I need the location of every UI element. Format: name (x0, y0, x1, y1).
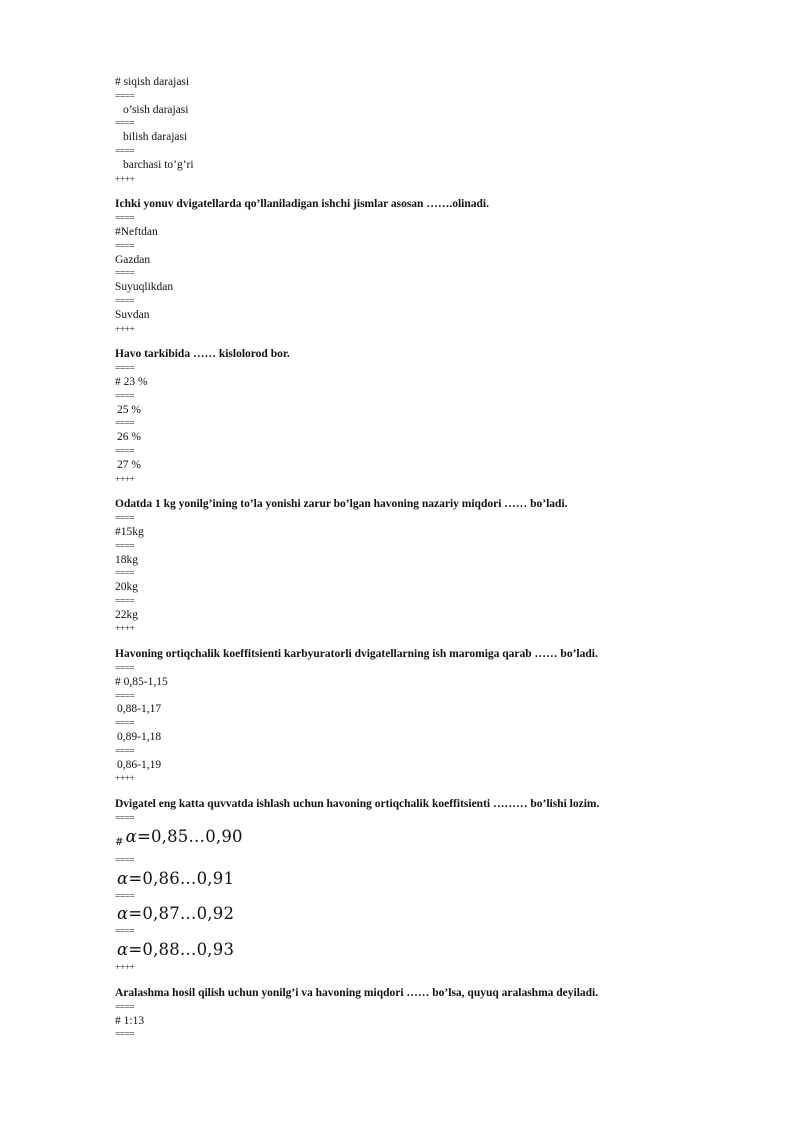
separator: ==== (115, 295, 135, 306)
option: 26 % (117, 431, 141, 444)
option: 20kg (115, 581, 138, 594)
question-block-0 (115, 76, 755, 186)
option: 22kg (115, 608, 138, 621)
option: 18kg (115, 553, 138, 566)
separator: ==== (115, 926, 135, 937)
option: bilish darajasi (123, 131, 188, 144)
separator: ==== (115, 145, 135, 156)
question-block-5 (115, 798, 755, 975)
separator: ==== (115, 690, 135, 701)
separator: ==== (115, 268, 135, 279)
end-marker: ++++ (115, 962, 135, 973)
question-text: Odatda 1 kg yonilg’ining to’la yonishi zarur bo’lgan havoning nazariy miqdori …… bo’ladi. (115, 498, 568, 511)
option-correct: # siqish darajasi (115, 76, 190, 88)
separator: ==== (115, 854, 135, 865)
option: 0,86-1,19 (117, 758, 162, 771)
alpha-symbol: α (117, 904, 129, 924)
separator: ==== (115, 363, 135, 374)
question-block-3 (115, 498, 755, 636)
separator: ==== (115, 118, 135, 129)
correct-marker: # (115, 836, 124, 848)
option-correct: #Neftdan (115, 225, 158, 238)
end-marker: ++++ (115, 623, 135, 634)
option-correct: # 0,85-1,15 (115, 675, 168, 688)
question-text: Havo tarkibida …… kislolorod bor. (115, 348, 290, 361)
formula-option-correct (115, 826, 755, 854)
separator: ==== (115, 240, 135, 251)
separator: ==== (115, 568, 135, 579)
separator: ==== (115, 213, 135, 224)
option-correct: #15kg (115, 525, 144, 538)
separator: ==== (115, 890, 135, 901)
option-correct: # 1:13 (115, 1014, 145, 1027)
formula-option (115, 939, 755, 961)
formula-value: =0,87…0,92 (128, 904, 235, 924)
option: 0,89-1,18 (117, 731, 162, 744)
separator: ==== (115, 718, 135, 729)
question-block-1 (115, 198, 755, 336)
formula-value: =0,85…0,90 (136, 826, 243, 846)
option: o’sish darajasi (123, 103, 189, 116)
question-text: Havoning ortiqchalik koeffitsienti karbyuratorli dvigatellarning ish maromiga qarab …… bo’ladi. (115, 648, 598, 661)
separator: ==== (115, 745, 135, 756)
option-correct: # 23 % (115, 375, 148, 388)
alpha-symbol: α (125, 826, 137, 846)
separator: ==== (115, 390, 135, 401)
question-block-6 (115, 987, 755, 1042)
end-marker: ++++ (115, 473, 135, 484)
separator: ==== (115, 445, 135, 456)
option: 0,88-1,17 (117, 703, 162, 716)
separator: ==== (115, 1029, 135, 1040)
formula-option (115, 903, 755, 925)
question-block-2 (115, 348, 755, 486)
option: 25 % (117, 403, 141, 416)
option: Gazdan (115, 253, 151, 266)
separator: ==== (115, 813, 135, 824)
separator: ==== (115, 540, 135, 551)
question-text: Dvigatel eng katta quvvatda ishlash uchun havoning ortiqchalik koeffitsienti ……… bo’lishi lozim. (115, 798, 600, 811)
alpha-symbol: α (117, 868, 129, 888)
document-page (115, 76, 755, 1042)
formula-option (115, 868, 755, 890)
alpha-symbol: α (117, 940, 129, 960)
question-block-4 (115, 648, 755, 786)
question-text: Ichki yonuv dvigatellarda qo’llaniladigan ishchi jismlar asosan …….olinadi. (115, 198, 489, 211)
option: 27 % (117, 458, 141, 471)
separator: ==== (115, 90, 135, 101)
separator: ==== (115, 663, 135, 674)
end-marker: ++++ (115, 173, 135, 184)
option: Suyuqlikdan (115, 281, 174, 294)
separator: ==== (115, 595, 135, 606)
formula-value: =0,86…0,91 (128, 868, 235, 888)
question-text: Aralashma hosil qilish uchun yonilg’i va havoning miqdori …… bo’lsa, quyuq aralashma deyiladi. (115, 987, 599, 1000)
end-marker: ++++ (115, 773, 135, 784)
end-marker: ++++ (115, 323, 135, 334)
separator: ==== (115, 513, 135, 524)
option: Suvdan (115, 308, 150, 321)
separator: ==== (115, 1001, 135, 1012)
option: barchasi to’g’ri (123, 158, 194, 171)
formula-value: =0,88…0,93 (128, 940, 235, 960)
separator: ==== (115, 418, 135, 429)
